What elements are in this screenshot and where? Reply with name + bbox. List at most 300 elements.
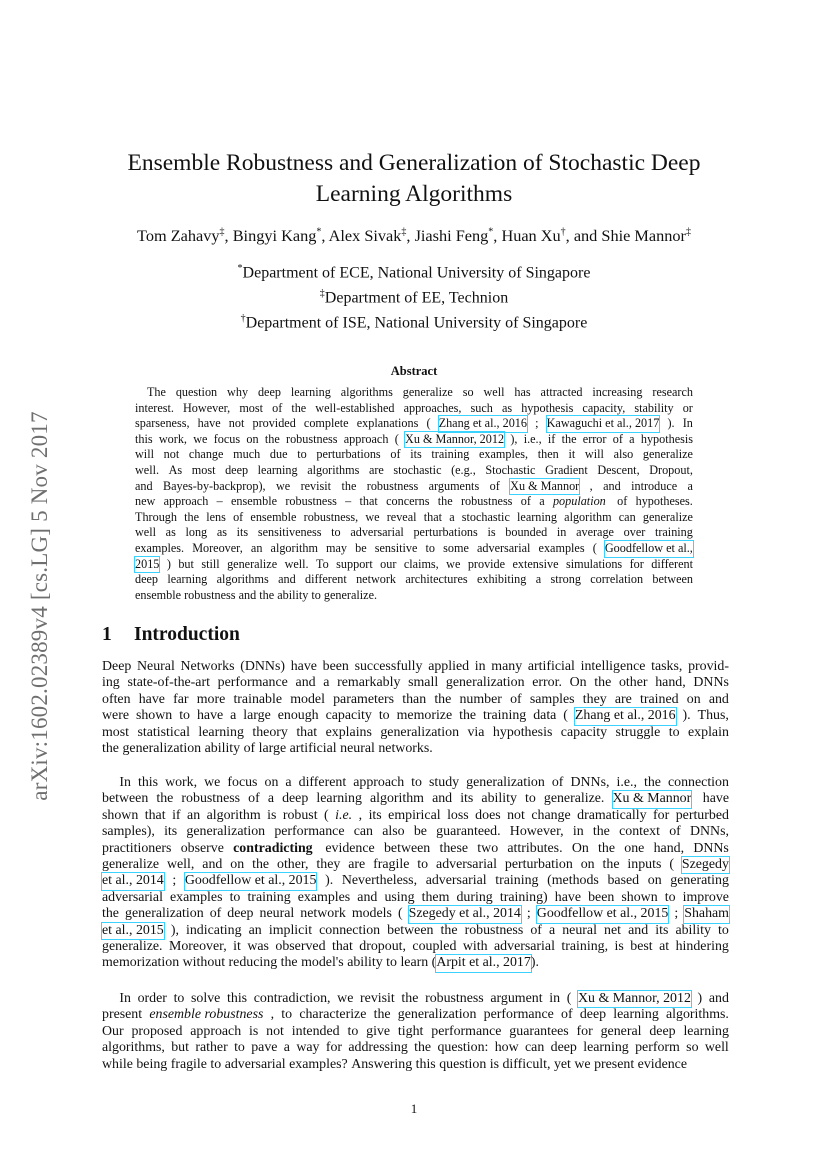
word: complete: [303, 416, 349, 431]
word: Moreover,: [169, 939, 227, 955]
word: trainable: [233, 691, 283, 707]
word: between: [387, 922, 434, 938]
word: improve: [682, 889, 729, 905]
word: deep: [135, 572, 159, 587]
word: stability: [634, 400, 674, 415]
word: ;: [172, 873, 177, 889]
word: (: [563, 708, 568, 724]
word: the: [291, 400, 307, 415]
citation-link[interactable]: Xu & Mannor: [612, 791, 692, 807]
word: than: [402, 691, 427, 707]
word: generalize: [102, 857, 160, 873]
word: However,: [183, 400, 231, 415]
word: can: [618, 509, 636, 524]
word: robustness: [184, 587, 239, 602]
title-line-2: Learning Algorithms: [315, 181, 513, 207]
text-line: [102, 1024, 729, 1040]
word: hypothesis: [492, 724, 553, 740]
word: learning: [583, 1040, 629, 1056]
word: the: [598, 840, 616, 856]
word: evidence: [321, 840, 375, 856]
text-line: [135, 494, 693, 510]
word: can: [353, 824, 373, 840]
word: successfully: [354, 659, 423, 674]
word: generalize: [402, 385, 453, 399]
citation-link[interactable]: Arpit et al., 2017: [436, 955, 531, 971]
word: Thus,: [697, 708, 729, 724]
word: and: [295, 675, 316, 691]
citation-link[interactable]: Xu & Mannor, 2012: [405, 431, 505, 446]
word: algorithms: [216, 572, 269, 587]
word: of: [272, 400, 283, 415]
word: that: [144, 807, 166, 823]
word: generalization: [466, 775, 545, 790]
word: well.: [135, 462, 160, 477]
text-line: [102, 841, 729, 857]
word: the: [440, 922, 458, 938]
word: support: [336, 556, 373, 571]
word: to: [210, 1056, 225, 1072]
word: robustness: [285, 494, 337, 509]
word: more: [196, 691, 226, 707]
word: on: [686, 691, 701, 707]
word: training: [431, 447, 470, 462]
word: dramatically: [577, 807, 647, 823]
word: algorithm: [270, 540, 318, 555]
word: well,: [166, 857, 195, 873]
word: we: [574, 1056, 595, 1072]
text-line: [135, 510, 693, 526]
citation-link[interactable]: Zhang et al., 2016: [574, 708, 676, 724]
word: architectures: [405, 572, 468, 587]
word: samples: [529, 691, 575, 707]
word: coupled: [412, 939, 457, 955]
word: the: [102, 906, 119, 922]
word: revisit: [300, 478, 332, 493]
word: intended: [291, 1023, 340, 1039]
word: the: [259, 587, 278, 602]
citation-link[interactable]: Goodfellow et al.,: [604, 540, 693, 555]
word: shown: [135, 708, 173, 724]
word: will: [135, 447, 154, 462]
word: solve: [191, 991, 221, 1006]
text-line: [102, 955, 729, 971]
word: in: [474, 659, 486, 674]
word: On: [571, 840, 589, 856]
word: approach: [190, 1023, 242, 1039]
word: have: [196, 708, 224, 724]
word: sensitiveness: [257, 525, 322, 540]
word: inputs: [627, 857, 662, 873]
word: other: [618, 675, 648, 691]
word: characterize: [299, 1007, 367, 1023]
word: was: [247, 939, 269, 955]
author-name: and Shie Mannor: [573, 226, 686, 245]
word: networks.: [378, 741, 433, 757]
word: pave: [251, 1040, 278, 1056]
section-heading: [102, 624, 240, 646]
citation-link[interactable]: et al., 2015: [102, 922, 164, 938]
word: far: [173, 691, 189, 707]
word: generalize.: [543, 791, 605, 807]
intro-paragraph-3: [102, 991, 729, 1073]
word: examples: [170, 889, 223, 905]
word: ensemble: [135, 587, 185, 602]
intro-paragraph-2: [102, 775, 729, 972]
citation-link[interactable]: Xu & Mannor, 2012: [578, 991, 691, 1006]
word: a: [629, 431, 635, 446]
word: loss: [447, 807, 469, 823]
word: Neural: [137, 659, 175, 674]
word: of: [510, 691, 522, 707]
word: samples),: [102, 824, 155, 840]
word: them: [421, 889, 450, 905]
word: how: [494, 1040, 519, 1056]
word: robustness,: [303, 509, 359, 524]
word: and: [202, 857, 223, 873]
word: for: [629, 556, 644, 571]
word: one: [624, 840, 645, 856]
word: attracted: [540, 385, 583, 399]
word: exhibiting: [476, 572, 527, 587]
word: –: [345, 494, 352, 509]
word: ability: [204, 741, 244, 757]
word: (: [394, 431, 399, 446]
word: that: [359, 494, 378, 509]
word: generalize: [227, 556, 278, 571]
word: large: [243, 708, 271, 724]
word: hand,: [653, 840, 685, 856]
word: are: [368, 462, 384, 477]
word: its: [410, 447, 422, 462]
word: the: [102, 741, 123, 757]
word: well: [704, 1040, 729, 1056]
word: DNNs,: [570, 775, 610, 790]
word: give: [366, 1023, 391, 1039]
word: to: [347, 1023, 359, 1039]
word: the: [264, 431, 280, 446]
word: enough: [277, 708, 319, 724]
word: training: [495, 873, 539, 889]
word: (: [431, 955, 437, 971]
word: its: [164, 824, 178, 840]
word: provide: [467, 556, 506, 571]
word: training: [483, 708, 527, 724]
word: it: [568, 447, 576, 462]
author-affiliation-mark: *: [488, 226, 494, 238]
word: with: [462, 939, 488, 955]
word: the: [561, 431, 577, 446]
word: robust: [282, 807, 318, 823]
word: such: [470, 400, 493, 415]
word: they: [582, 691, 607, 707]
text-line: [102, 890, 729, 906]
word: performance: [217, 675, 288, 691]
word: a: [535, 572, 542, 587]
word: dropout,: [359, 939, 406, 955]
citation-link[interactable]: Szegedy et al., 2014: [408, 906, 521, 922]
word: hypothesis: [640, 431, 693, 446]
word: network: [356, 572, 397, 587]
word: fragile: [373, 857, 410, 873]
word: error: [582, 431, 607, 446]
word: However,: [509, 824, 564, 840]
word: observed: [275, 939, 326, 955]
word: a: [267, 791, 274, 807]
word: algorithms.: [665, 1007, 729, 1023]
author-affiliation-mark: †: [560, 226, 566, 238]
word: an: [250, 540, 263, 555]
word: correlation: [590, 572, 644, 587]
word: for: [653, 807, 670, 823]
word: (e.g.,: [451, 462, 476, 477]
word: stochastic: [461, 509, 510, 524]
word: work,: [158, 431, 187, 446]
word: different: [305, 572, 347, 587]
word: generalization: [445, 675, 525, 691]
word: model: [290, 691, 325, 707]
word: are: [348, 857, 366, 873]
word: we: [446, 556, 461, 571]
word: In: [682, 416, 693, 431]
word: claims,: [403, 556, 439, 571]
affiliation-mark: *: [237, 263, 243, 274]
word: bounded: [505, 525, 548, 540]
word: adversarial: [425, 873, 487, 889]
word: but: [171, 1040, 189, 1056]
word: capacity,: [582, 400, 626, 415]
word: the: [602, 857, 620, 873]
word: hindering: [675, 939, 729, 955]
word: simulations: [565, 556, 623, 571]
word: why: [227, 385, 249, 399]
word: extensive: [512, 556, 559, 571]
word: on: [580, 857, 595, 873]
word: different: [298, 775, 347, 790]
word: it: [233, 939, 241, 955]
word: memorization: [102, 955, 183, 971]
word: introduce: [631, 478, 678, 493]
word: and: [278, 572, 296, 587]
emphasis-text: population: [552, 494, 606, 509]
word: neural: [259, 906, 295, 922]
word: be: [413, 824, 427, 840]
word: neural: [340, 741, 379, 757]
author-affiliation-mark: ‡: [219, 226, 225, 238]
word: ability: [347, 955, 387, 971]
word: and: [238, 587, 260, 602]
word: evidence: [637, 1056, 688, 1072]
word: between: [652, 572, 693, 587]
word: between: [102, 791, 149, 807]
word: ),: [510, 431, 518, 446]
arxiv-id-text: arXiv:1602.02389v4 [cs.LG] 5 Nov 2017: [27, 411, 52, 801]
word: is: [614, 939, 624, 955]
word: robustness: [460, 494, 513, 509]
word: training: [247, 889, 291, 905]
word: have: [197, 416, 221, 431]
word: as: [501, 400, 513, 415]
word: ),: [170, 922, 179, 938]
word: at: [659, 939, 670, 955]
affiliation-mark: †: [240, 312, 246, 324]
word: generating: [670, 873, 729, 889]
word: deep: [579, 1007, 607, 1023]
word: while: [102, 1056, 137, 1072]
word: In: [102, 991, 131, 1006]
author-name: Alex Sivak: [328, 226, 402, 245]
word: explain: [688, 724, 729, 740]
emphasis-text: i.e.: [335, 807, 353, 823]
word: In: [102, 775, 131, 790]
word: still: [201, 556, 220, 571]
word: of: [561, 1007, 573, 1023]
word: a: [230, 708, 237, 724]
text-line: [102, 939, 729, 955]
word: learning: [290, 385, 331, 399]
word: performance: [274, 824, 345, 840]
word: focus: [213, 431, 241, 446]
word: robustness: [366, 478, 419, 493]
word: robustness: [425, 991, 484, 1006]
word: algorithms,: [102, 1040, 165, 1056]
word: ).: [682, 708, 691, 724]
abstract-heading: Abstract: [390, 364, 438, 378]
word: generalize.: [323, 587, 378, 602]
word: long: [185, 525, 208, 540]
word: the: [414, 1040, 432, 1056]
word: often: [102, 691, 131, 707]
word: a: [323, 675, 330, 691]
word: interest.: [135, 400, 174, 415]
word: are: [614, 691, 632, 707]
word: also: [613, 447, 634, 462]
word: deep: [257, 385, 281, 399]
word: our: [380, 556, 397, 571]
citation-link[interactable]: 2015: [135, 556, 160, 571]
word: i.e.,: [523, 431, 542, 446]
citation-link[interactable]: Xu & Mannor: [510, 478, 580, 493]
word: examples: [538, 540, 585, 555]
word: learning: [198, 724, 244, 740]
word: state-of-the-art: [127, 675, 210, 691]
word: were: [102, 708, 129, 724]
text-line: [102, 725, 729, 741]
word: revisit: [360, 991, 395, 1006]
word: question: [439, 1056, 490, 1072]
word: hypothesis: [521, 400, 574, 415]
citation-link[interactable]: Goodfellow et al., 2015: [184, 873, 317, 889]
word: we: [275, 478, 291, 493]
word: to: [173, 991, 185, 1006]
word: work,: [165, 775, 198, 790]
word: other,: [277, 857, 309, 873]
word: well.: [284, 556, 309, 571]
word: observe: [180, 840, 224, 856]
citation-link[interactable]: Zhang et al., 2016: [438, 416, 527, 431]
affiliation-text: Department of EE, Technion: [324, 289, 509, 307]
word: ,: [358, 807, 363, 823]
author-affiliation-mark: *: [316, 226, 322, 238]
citation-link[interactable]: Szegedy: [681, 857, 729, 873]
title-line-1: Ensemble Robustness and Generalization of Stochastic Deep: [127, 150, 701, 176]
word: Deep: [102, 659, 132, 674]
citation-link[interactable]: Shaham: [684, 906, 729, 922]
word: be: [355, 540, 367, 555]
word: examples?: [289, 1056, 352, 1072]
word: have: [290, 659, 317, 674]
word: this: [137, 775, 159, 790]
word: of: [243, 741, 259, 757]
text-line: [102, 741, 729, 757]
word: the: [643, 775, 661, 790]
word: not: [266, 1023, 284, 1039]
word: generalization: [122, 741, 205, 757]
affiliation-line: [100, 259, 728, 284]
word: explanations: [356, 416, 419, 431]
text-line: [135, 432, 693, 448]
word: as: [216, 525, 227, 540]
citation-link[interactable]: et al., 2014: [102, 873, 164, 889]
word: ability: [277, 587, 312, 602]
word: to: [425, 540, 436, 555]
word: and: [628, 922, 649, 938]
word: learning: [613, 1007, 659, 1023]
word: net: [604, 922, 622, 938]
word: way: [296, 1040, 320, 1056]
word: shown: [621, 889, 658, 905]
word: training): [499, 889, 548, 905]
word: neural: [562, 922, 597, 938]
word: parameters: [333, 691, 395, 707]
word: (: [397, 906, 403, 922]
word: based: [607, 873, 640, 889]
word: via: [467, 724, 485, 740]
word: proposed: [131, 1023, 183, 1039]
word: well: [135, 525, 156, 540]
word: research: [652, 385, 693, 399]
word: (: [324, 807, 329, 823]
text-line: [102, 692, 729, 708]
citation-link[interactable]: Goodfellow et al., 2015: [536, 906, 669, 922]
word: two: [477, 840, 499, 856]
word: capacity: [325, 708, 372, 724]
word: shown: [102, 807, 139, 823]
word: so: [462, 385, 474, 399]
word: model's: [301, 955, 348, 971]
arxiv-sidebar-identifier: [20, 366, 60, 846]
word: ensemble: [231, 494, 278, 509]
word: the: [434, 691, 452, 707]
word: the: [156, 791, 174, 807]
word: learn: [400, 955, 432, 971]
word: its: [236, 525, 249, 540]
word: so: [686, 1040, 699, 1056]
word: struggle: [615, 724, 661, 740]
word: attributes.: [507, 840, 563, 856]
word: its: [655, 922, 669, 938]
word: DNNs,: [689, 824, 729, 840]
word: an: [248, 922, 262, 938]
word: this: [135, 431, 153, 446]
citation-link[interactable]: Kawaguchi et al., 2017: [546, 416, 660, 431]
word: robustness: [464, 922, 524, 938]
word: examples,: [479, 447, 529, 462]
word: algorithms: [307, 462, 360, 477]
word: on: [647, 873, 662, 889]
word: perturbations: [316, 447, 381, 462]
word: data: [533, 708, 557, 724]
